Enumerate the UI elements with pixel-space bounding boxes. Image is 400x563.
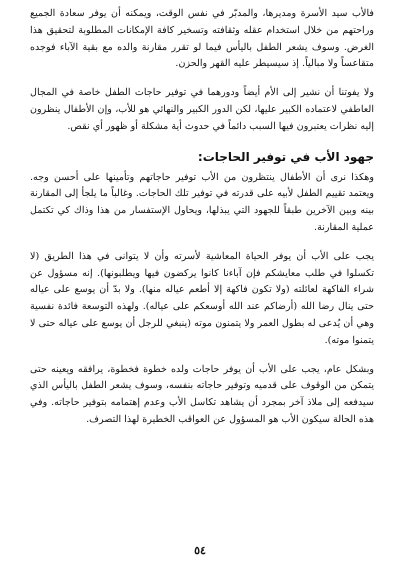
section-heading: جهود الأب في توفير الحاجات: [197,149,374,164]
paragraph-mother-role: ولا يفوتنا أن نشير إلى الأم أيضاً ودورهما في توفير حاجات الطفل خاصة في المجال العاطفي لاعتماده الكبير عليها، لكن الدور الكبير والنهائي هو للأب، وإن الأطفال ينظرون إليه نظرات يعتبرون فيها السبب دائماً في حدوث أية مشكلة أو ظهور أي نقص. [30,87,374,132]
paragraph-children-expectations: وهكذا نرى أن الأطفال ينتظرون من الأب توفير حاجاتهم وتأمينها على أحسن وجه. ويعتمد تقييم الطفل لأبيه على قدرته في توفير تلك الحاجات. وغالباً ما يلجأ إلى المقارنة بينه وبين الآخرين طبقاً للجهود التي يبذلها، ويحاول الإستفسار من هذا وذاك كي تكتمل عملية المقارنة. [30,171,374,233]
paragraph-father-duties: يجب على الأب أن يوفر الحياة المعاشية لأسرته وأن لا يتوانى في هذا الطريق (لا تكسلوا في طلب معايشكم فإن آباءنا كانوا يركضون فيها ويطلبونها). إنه مسؤول عن شراء الفاكهة لعائلته (ولا تكون فاكهة إلا أطعم عياله منها). ولا بدّ أن يوسع على عياله حتى ينال رضا الله (أرضاكم عند الله أوسعكم على عياله). ولهذه التوسعة فائدة نفسية وهي أن يُدعى له بطول العمر ولا يتمنون موته (ينبغي للرجل أن يوسع على عياله حتى لا يتمنوا موته). [30,250,374,346]
page-number: ٥٤ [194,544,206,557]
paragraph-father-head-of-family: فالأب سيد الأسرة ومديرها، والمدبّر في نفس الوقت، ويمكنه أن يوفر سعادة الجميع وراحتهم من خلال استخدام عقله وثقافته وتسخير كافة الإمكانات المطلوبة لتحقيق هذا الغرض. وسوف يشعر الطفل باليأس فيما لو تقرر مقارنة والده مع بقية الآباء فوجده متقاعساً ولا مبالياً. إذ سيسيطر عليه القهر والحزن. [30,8,374,70]
paragraph-general-conclusion: وبشكل عام، يجب على الأب أن يوفر حاجات ولده خطوة فخطوة، يرافقه ويعينه حتى يتمكن من الوقوف على قدميه وتوفير حاجاته بنفسه، وسوف يشعر الطفل باليأس الذي سيدفعه إلى ملاذ آخر بمجرد أن يشاهد تكاسل الأب وعدم إهتمامه بتوفير حاجاته. وفي هذه الحالة سيكون الأب هو المسؤول عن العواقب الخطيرة لهذا التصرف. [30,363,374,425]
